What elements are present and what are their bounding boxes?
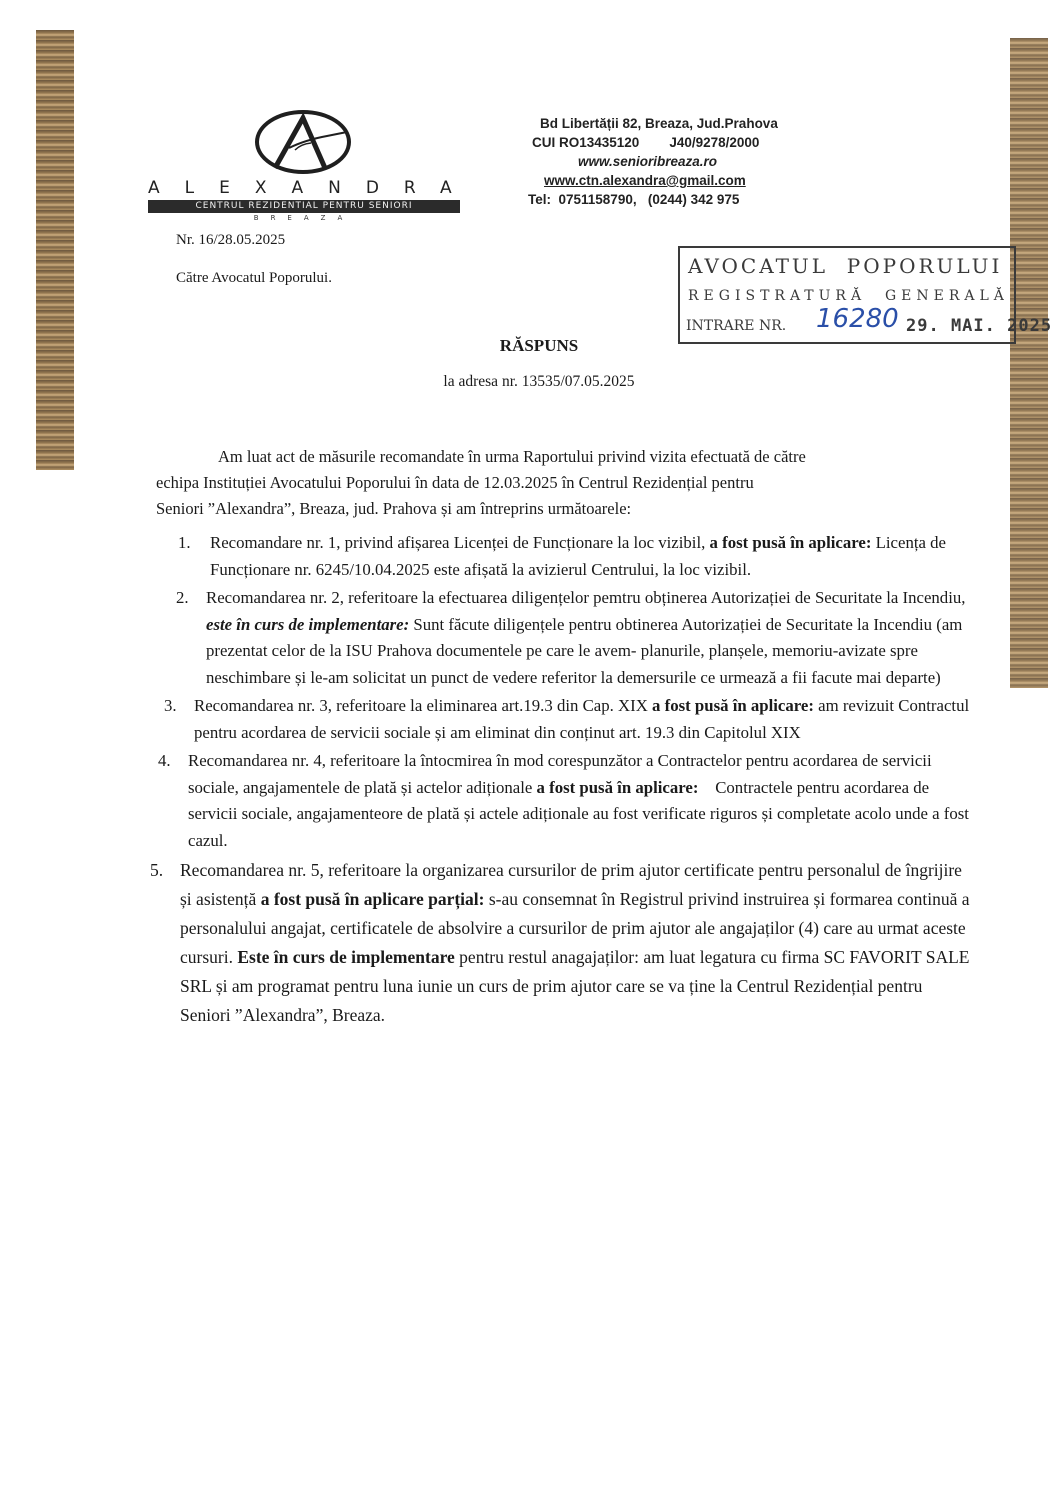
item-status: a fost pusă în aplicare: bbox=[709, 533, 872, 552]
stamp-registry: REGISTRATURĂ GENERALĂ bbox=[688, 288, 1009, 304]
registration-stamp bbox=[678, 246, 1053, 344]
stamp-institution: AVOCATUL POPORULUI bbox=[688, 254, 1003, 278]
item-status: a fost pusă în aplicare parțial: bbox=[260, 889, 485, 909]
document-recipient: Către Avocatul Poporului. bbox=[176, 270, 332, 286]
recommendations-list bbox=[150, 530, 974, 1032]
logo-a-mark-icon bbox=[255, 110, 351, 174]
item-text: Recomandarea nr. 5, referitoare la organizarea cursurilor de prim ajutor certificate pentru personalul de îngrijire și asistență bbox=[180, 860, 962, 909]
item-status: este în curs de implementare: bbox=[206, 614, 410, 634]
intro-line: echipa Instituției Avocatului Poporului în data de 12.03.2025 în Centrul Rezidențial pentru bbox=[156, 473, 754, 492]
organization-logo bbox=[148, 110, 477, 225]
list-item-number: 5. bbox=[150, 860, 164, 880]
logo-subtitle: CENTRUL REZIDENTIAL PENTRU SENIORI bbox=[148, 200, 460, 213]
item-text: Licența de Funcționare nr. 6245/10.04.2025 este afișată la avizierul Centrului, la loc vizibil. bbox=[210, 533, 946, 579]
contact-block bbox=[528, 114, 818, 209]
contact-address: Bd Libertății 82, Breaza, Jud.Prahova bbox=[540, 116, 778, 131]
logo-name: ALEXANDRA bbox=[148, 178, 477, 198]
list-item-number: 2. bbox=[176, 588, 189, 607]
contact-website[interactable]: www.senioribreaza.ro bbox=[578, 154, 718, 169]
contact-phone: Tel: 0751158790, (0244) 342 975 bbox=[528, 192, 740, 207]
item-status: Este în curs de implementare bbox=[237, 947, 455, 967]
logo-city: BREAZA bbox=[253, 214, 355, 222]
intro-line: Seniori ”Alexandra”, Breaza, jud. Prahova și am întreprins următoarele: bbox=[156, 499, 632, 518]
scan-edge-left bbox=[36, 30, 74, 470]
list-item-number: 1. bbox=[178, 533, 191, 552]
page-subtitle: la adresa nr. 13535/07.05.2025 bbox=[443, 373, 635, 390]
item-text: Recomandarea nr. 4, referitoare la întocmirea în mod corespunzător a Contractelor pentru acordarea de servicii sociale, angajamentele de plată și actelor adiționale bbox=[188, 751, 932, 797]
list-item bbox=[176, 585, 970, 691]
item-text: Sunt făcute diligențele pentru obtinerea Autorizației de Securitate la Incendiu (am prezentat celor de la ISU Prahova documentele pe care le avem- planurile, planșele, memoriu-avizate spre neschimbare și le-am solicitat un punct de vedere referitor la demersurile ce urmează a fii facute mai departe) bbox=[206, 614, 963, 687]
item-status: a fost pusă în aplicare: bbox=[536, 777, 699, 797]
item-text: Recomandare nr. 1, privind afișarea Licenței de Funcționare la loc vizibil, bbox=[210, 533, 710, 552]
intro-paragraph bbox=[156, 444, 926, 522]
list-item bbox=[180, 530, 970, 583]
scan-edge-right bbox=[1010, 38, 1048, 688]
list-item bbox=[164, 693, 970, 746]
item-text: am revizuit Contractul pentru acordarea de servicii sociale și am eliminat din conținut art. 19.3 din Capitolul XIX bbox=[194, 696, 970, 742]
contact-email[interactable]: www.ctn.alexandra@gmail.com bbox=[544, 173, 746, 188]
stamp-entry-label: INTRARE NR. bbox=[686, 318, 787, 334]
list-item-number: 4. bbox=[158, 751, 171, 770]
stamp-date: 29. MAI. 2025 bbox=[906, 316, 1053, 336]
contact-cui: CUI RO13435120 J40/9278/2000 bbox=[532, 135, 760, 150]
intro-line: Am luat act de măsurile recomandate în urma Raportului privind vizita efectuată de către bbox=[218, 447, 806, 466]
item-text: pentru restul anagajaților: am luat legatura cu firma SC FAVORIT SALE SRL și am programat pentru luna iunie un curs de prim ajutor care se va ține la Centrul Rezidențial pentru Seniori ”Alexandra”, Breaza. bbox=[180, 947, 970, 1025]
item-text: s-au consemnat în Registrul privind instruirea și formarea continuă a personalului angajat, certificatele de absolvire a cursurilor de prim ajutor ale angajaților (4) care au urmat aceste cursuri. bbox=[180, 889, 970, 967]
list-item bbox=[158, 748, 974, 854]
item-status: a fost pusă în aplicare: bbox=[652, 696, 814, 715]
item-text: Contractele pentru acordarea de servicii sociale, angajamenteore de plată și actele adiționale au fost verificate riguros și completate acolo unde a fost cazul. bbox=[188, 777, 974, 850]
document-number: Nr. 16/28.05.2025 bbox=[176, 232, 286, 248]
list-item-number: 3. bbox=[164, 696, 177, 715]
stamp-registration-number: 16280 bbox=[816, 304, 899, 334]
item-text: Recomandarea nr. 2, referitoare la efectuarea diligențelor pemtru obținerea Autorizației de Securitate la Incendiu, bbox=[206, 588, 966, 607]
list-item bbox=[150, 856, 970, 1030]
item-text: Recomandarea nr. 3, referitoare la eliminarea art.19.3 din Cap. XIX bbox=[194, 696, 653, 715]
page-title: RĂSPUNS bbox=[499, 336, 579, 355]
